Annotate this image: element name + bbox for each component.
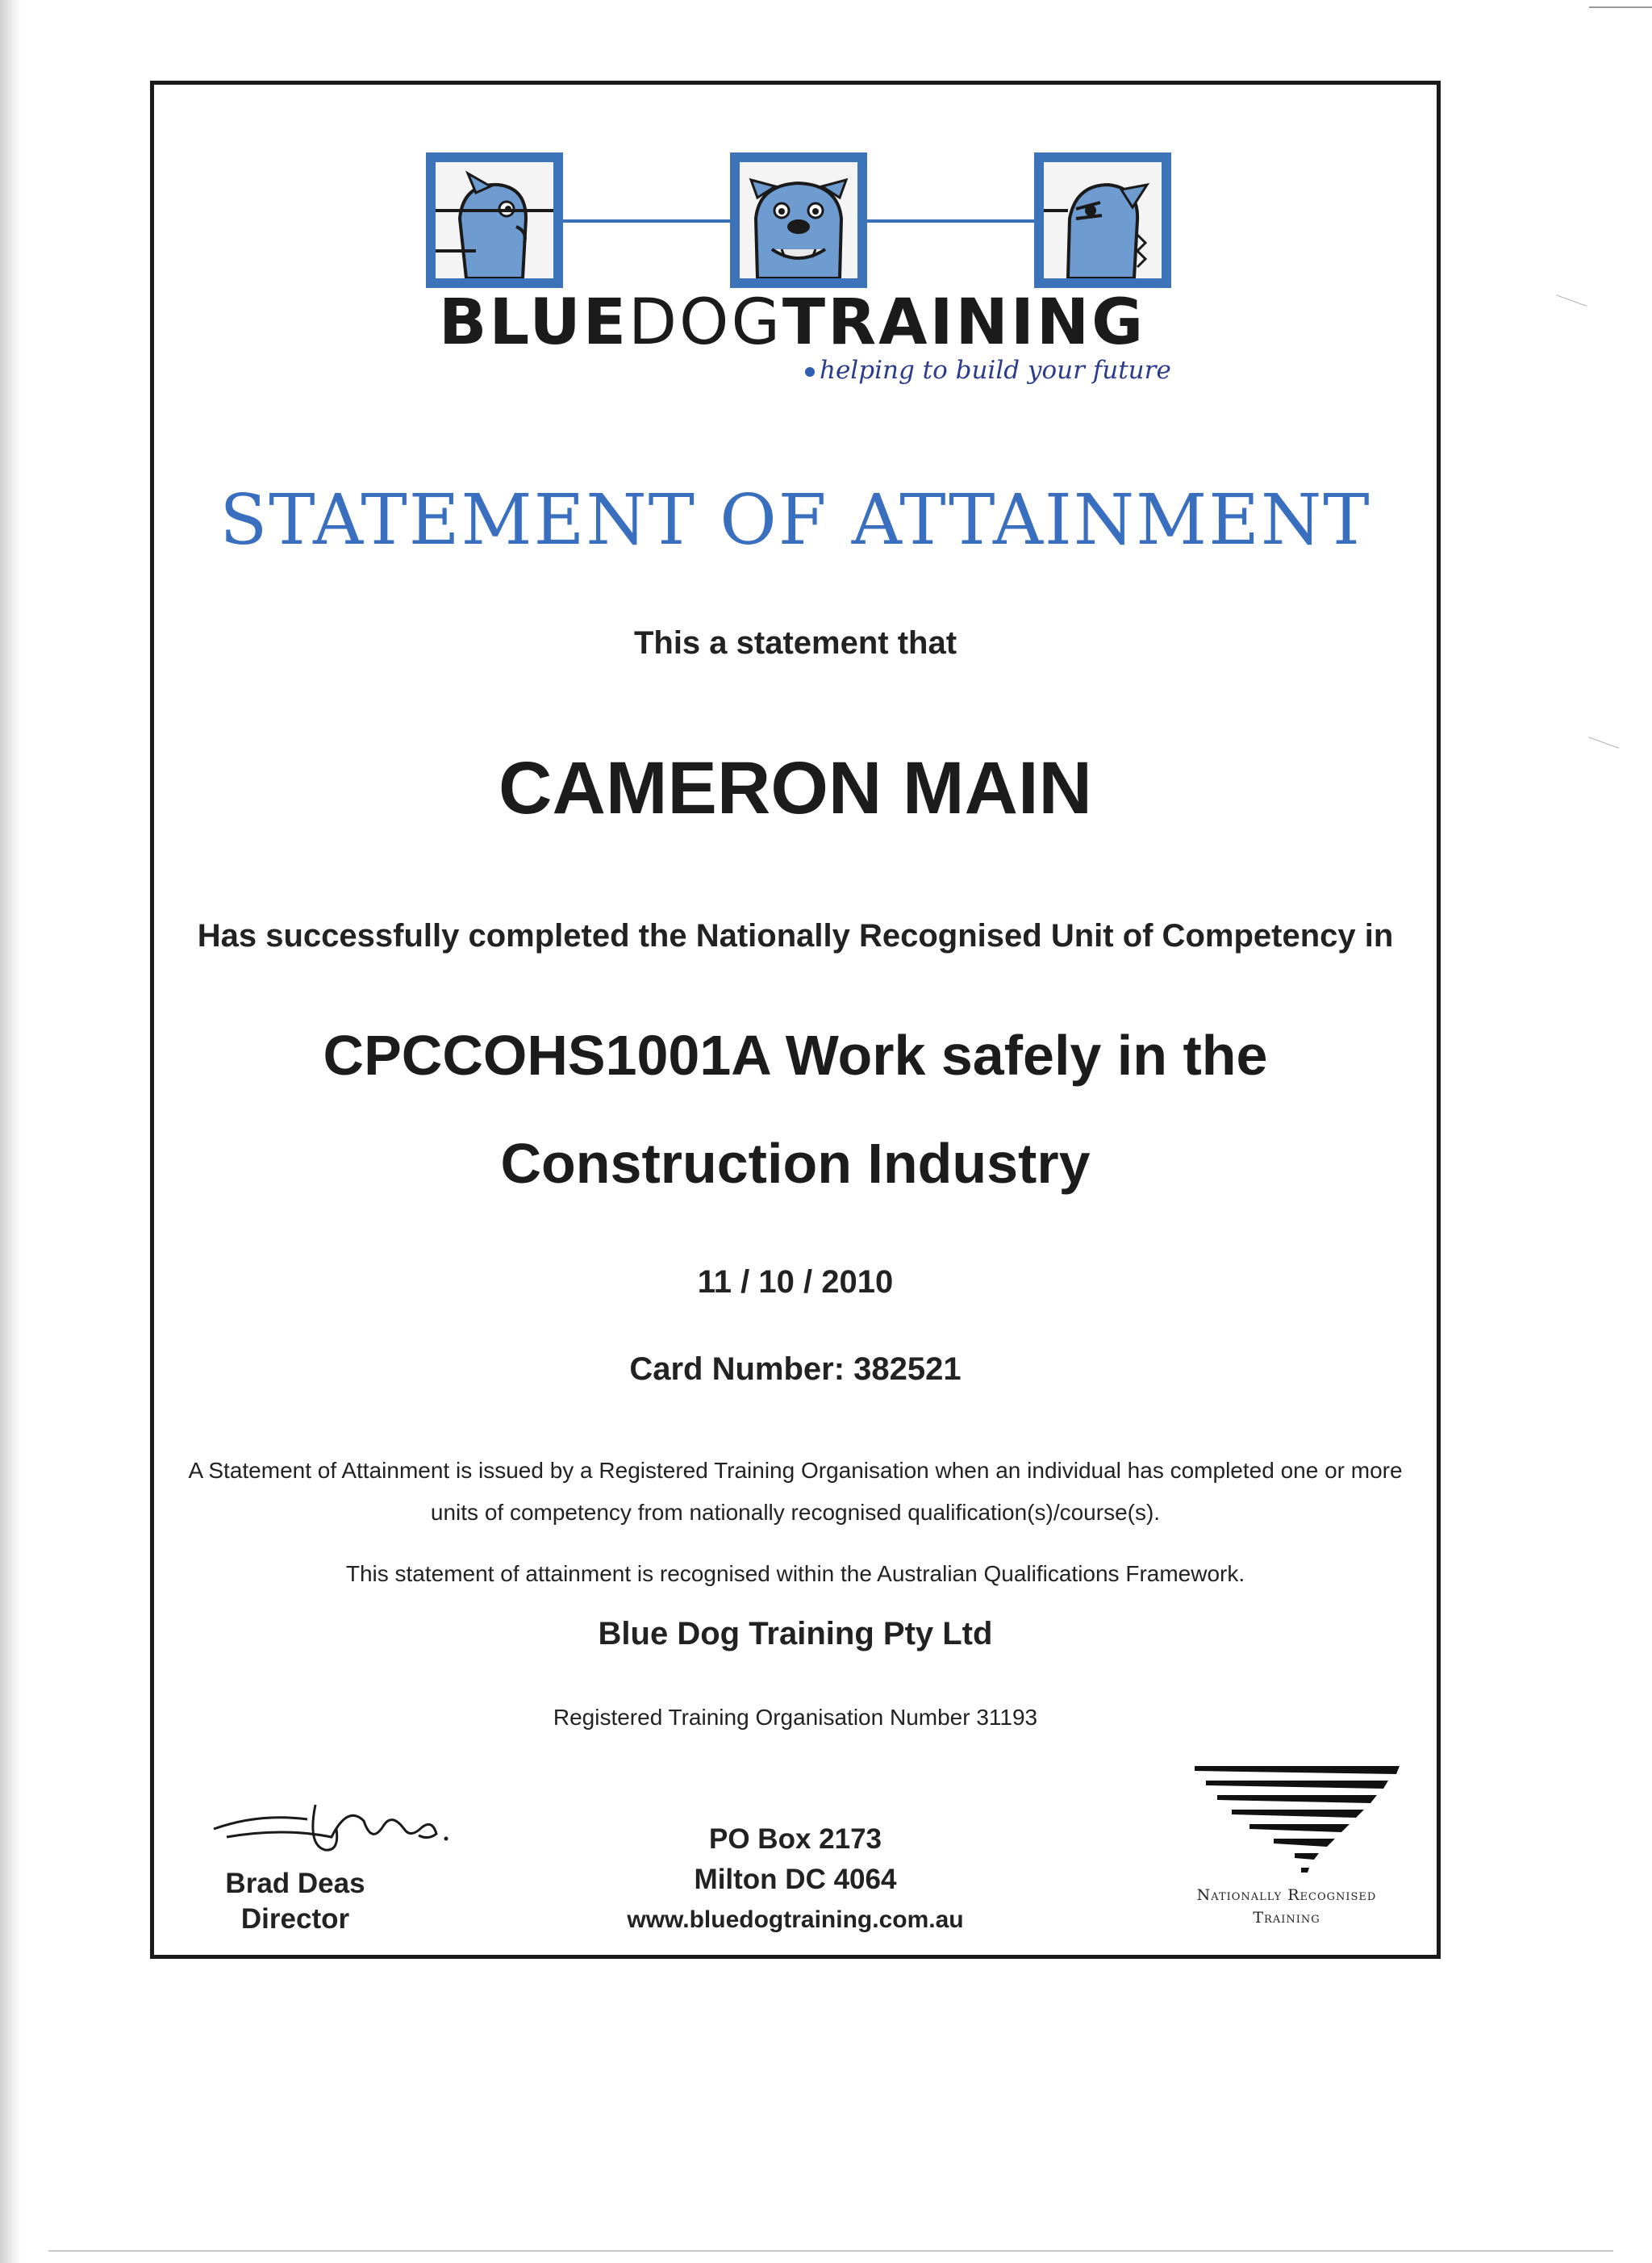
logo-tagline <box>805 356 1171 385</box>
scan-artifact-line <box>1589 6 1652 8</box>
nrt-stripes-icon <box>1166 1760 1408 1881</box>
nationally-recognised-training-logo <box>1166 1760 1408 1937</box>
intro-text: This a statement that <box>633 625 957 661</box>
bulldog-right-icon <box>1034 152 1171 288</box>
nrt-line-2: Training <box>1253 1909 1320 1927</box>
logo-tagline-text: helping to build your future <box>820 356 1171 385</box>
completion-date: 11 / 10 / 2010 <box>697 1264 894 1300</box>
completion-statement: Has successfully completed the Nationally Recognised Unit of Competency in <box>197 918 1394 954</box>
certificate-title: STATEMENT OF ATTAINMENT <box>219 480 1371 561</box>
unit-title-line-1: CPCCOHS1001A Work safely in the <box>323 1024 1268 1087</box>
bulldog-center-icon <box>730 152 867 288</box>
website-link[interactable]: www.bluedogtraining.com.au <box>627 1906 964 1933</box>
logo-wordmark <box>439 286 1145 359</box>
scan-artifact-mark <box>1588 737 1619 749</box>
rto-number: Registered Training Organisation Number 31193 <box>553 1705 1038 1730</box>
signatory-name: Brad Deas <box>225 1868 365 1899</box>
scan-artifact-mark <box>1556 294 1587 307</box>
scan-edge-shadow <box>0 0 21 2263</box>
unit-title-line-2: Construction Industry <box>500 1132 1091 1195</box>
aqf-note: This statement of attainment is recognised within the Australian Qualifications Framework. <box>345 1561 1245 1586</box>
nrt-line-1: Nationally Recognised <box>1196 1886 1377 1904</box>
scan-artifact-line <box>48 2250 1613 2252</box>
bullet-dot-icon <box>805 367 815 377</box>
logo-word-dog: DOG <box>628 286 782 359</box>
bulldog-left-icon <box>426 152 563 288</box>
certificate-frame <box>150 81 1441 1959</box>
logo-word-blue: BLUE <box>439 286 628 359</box>
nrt-label <box>1166 1884 1408 1929</box>
recipient-name: CAMERON MAIN <box>499 747 1092 829</box>
address-line-1: PO Box 2173 <box>709 1823 882 1855</box>
card-number: Card Number: 382521 <box>629 1351 962 1387</box>
blue-dog-training-logo <box>426 152 1171 385</box>
signatory-role: Director <box>240 1903 350 1935</box>
statement-description: A Statement of Attainment is issued by a Registered Training Organisation when an individual has completed one or more units of competency from nationally recognised qualification(s)/course(s). <box>188 1458 1403 1525</box>
address-line-2: Milton DC 4064 <box>694 1864 897 1895</box>
logo-word-training: TRAINING <box>782 286 1146 359</box>
organisation-name: Blue Dog Training Pty Ltd <box>598 1616 993 1651</box>
